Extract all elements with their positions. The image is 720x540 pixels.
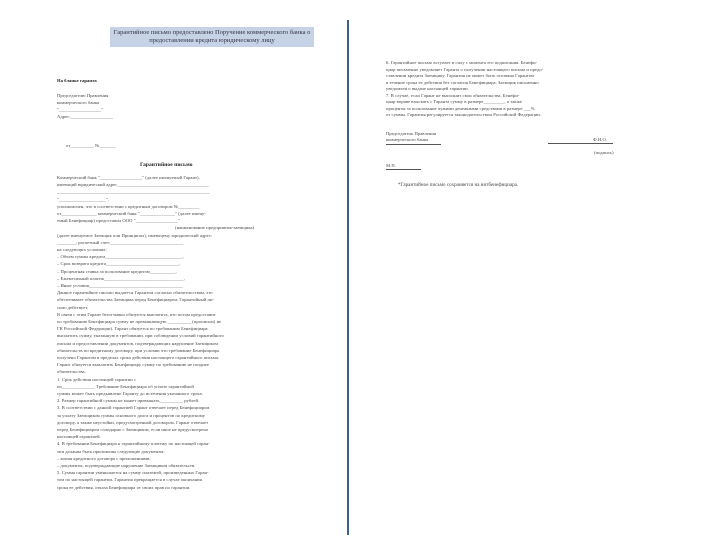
body-line: 5. Сумма гарантии уменьшается на сумму платежей, произведенных Гаран- — [57, 470, 209, 476]
page-divider — [347, 20, 349, 535]
body-line: сьмо действует. — [57, 304, 89, 310]
stamp-line — [386, 169, 421, 170]
addressee-line: "__________________" — [57, 107, 104, 112]
body-line: тии должны быть приложены следующие документы: — [57, 448, 165, 454]
signatory-bank: коммерческого банка — [386, 137, 429, 142]
body-line: (далее именуемое Заемщик или Принципал), имеющему юридический адрес: — [57, 232, 213, 238]
body-line: обязательства. — [57, 369, 86, 375]
body-line: ________; расчетный счет:_______________________________ — [57, 239, 184, 245]
letter-heading: Гарантийное письмо — [140, 162, 193, 168]
addressee-line: Председателю Правления — [57, 93, 109, 98]
body-line: том по настоящей гарантии. Гарантия прекращается в случае окончания — [57, 477, 202, 483]
body-line: получено Гарантом в пределах срока действия настоящего гарантийного письма. — [57, 355, 220, 360]
body-line: выплатить сумму, указанную в требовании, при соблюдении условий гарантийного — [57, 333, 224, 339]
body-line: имеющий юридический адрес_______________________________________ — [57, 182, 209, 188]
body-line: – копия кредитного договора с приложениями; — [57, 455, 151, 461]
body-line: 2. Размер гарантийной суммы не может превышать__________ рублей. — [57, 398, 200, 404]
body-line: В связи с этим Гарант безотзывно обязуется выплатить, кто потом предоставит — [57, 311, 216, 317]
body-line: емый Бенефициар) предоставил ООО "__________________" — [57, 218, 180, 224]
body-line: 1. Срок действия настоящей гарантии с — [57, 376, 137, 382]
body-line: по требованию Бенефициара сумму не превышающую __________ (прописью) не — [57, 319, 222, 324]
body-line: циар вправе взыскать с Гаранта сумму в размере_________, а также — [386, 99, 522, 104]
body-line: проценты за пользование чужими денежными средствами в размере ___% — [386, 105, 535, 111]
body-line: (наименование предприятия-заемщика) — [175, 225, 255, 231]
letterhead: На бланке гаранта — [57, 78, 97, 83]
body-line: от_______________ коммерческий банк "_______________" (далее имену- — [57, 211, 206, 216]
body-line: 3. В соответствии с данной гарантией Гарант отвечает перед Бенефициаром — [57, 405, 210, 411]
title-line-2: предоставлении кредита юридическому лицу — [149, 37, 275, 44]
body-line: на следующих условиях: — [57, 247, 107, 252]
body-line: настоящей гарантией. — [57, 434, 101, 440]
body-line: циар письменно уведомляет Гаранта о получении настоящего письма и предо- — [386, 66, 544, 72]
signature-line — [386, 144, 441, 145]
letter-number: от__________ №_______ — [66, 143, 116, 148]
body-line: уполномочен, что в соответствии с кредитным договором №_________ — [57, 203, 200, 209]
body-line: – Иные условия________________________________________ — [57, 283, 183, 288]
stamp-label: М.П. — [386, 163, 396, 168]
body-line: ставлении кредита Заемщику. Гарантия не может быть отозвана Гарантом — [386, 73, 534, 78]
signature-initials: Ф.И.О. — [593, 137, 608, 142]
body-line: – документы, подтверждающие нарушение Заемщиком обязательств. — [57, 463, 196, 468]
body-line: суммы может быть предъявлено Гаранту до истечения указанного срока. — [57, 391, 203, 396]
body-line: ГК Российской Федерации). Гарант обязуется по требованию Бенефициара — [57, 326, 208, 332]
body-line: _________________________________________________________________ — [57, 189, 210, 195]
addressee-line: Адрес:__________________ — [57, 114, 113, 119]
body-line: срока ее действия, отказа Бенефициара от своих прав по гарантии. — [57, 484, 191, 490]
addressee-line: коммерческого банка — [57, 100, 100, 105]
document-title — [110, 27, 314, 47]
body-line: обеспечивает обязательства Заемщика перед Бенефициаром. Гарантийный пи- — [57, 297, 215, 303]
body-line: "____________________", — [57, 196, 109, 202]
signatory-label: Председатель Правления — [386, 131, 437, 136]
body-line: в течение срока ее действия без согласия Бенефициара. Заемщик письменно — [386, 79, 539, 85]
signature-underline — [548, 143, 613, 144]
body-line: обязательств по кредитному договору, при условии что требование Бенефициара — [57, 347, 220, 353]
body-line: 4. В требовании Бенефициара к гарантийному платежу по настоящей гаран- — [57, 441, 210, 447]
body-line: перед Бенефициаром солидарно с Заемщиком, если иное не предусмотрено — [57, 427, 209, 432]
body-line: Коммерческий банк "__________________" (далее именуемый Гарант), — [57, 175, 200, 180]
body-line: – Срок возврата кредита_______________________________, — [57, 261, 180, 267]
body-line: – Объем суммы кредита_________________________________, — [57, 254, 184, 260]
body-line: 6. Гарантийное письмо вступает в силу с момента его подписания. Бенефи- — [386, 60, 538, 65]
body-line: – Процентная ставка за пользование кредитом___________, — [57, 268, 177, 274]
body-line: договору, а также неустойки, предусмотренной договором. Гарант отвечает — [57, 419, 209, 425]
body-line: за уплату Заемщиком суммы основного долга и процентов по кредитному — [57, 412, 206, 418]
signature-caption: (подпись) — [594, 150, 614, 155]
body-line: Гарант обязуется выплатить Бенефициару сумму по требованию не позднее — [57, 362, 209, 368]
body-line: – Ежемесячный платеж__________________________________, — [57, 275, 185, 281]
body-line: от суммы. Гарантия регулируется законодательством Российской Федерации. — [386, 112, 541, 117]
body-line: письма и предоставлении документов, подтверждающих нарушение Заемщиком — [57, 340, 218, 346]
body-line: Данное гарантийное письмо выдается Гарантом согласно обязательствам, это — [57, 290, 213, 296]
title-line-1: Гарантийное письмо предоставлено Поручение коммерческого банка о — [113, 29, 311, 36]
body-line: уведомлен о выдаче настоящей гарантии. — [386, 86, 469, 91]
footnote: *Гарантийное письмо сохраняется на интбенефициара. — [398, 183, 519, 188]
body-line: 7. В случае, если Гарант не выполнит свои обязательства, Бенефи- — [386, 92, 520, 98]
body-line: по______________ Требование Бенефициара об уплате гарантийной — [57, 383, 194, 389]
